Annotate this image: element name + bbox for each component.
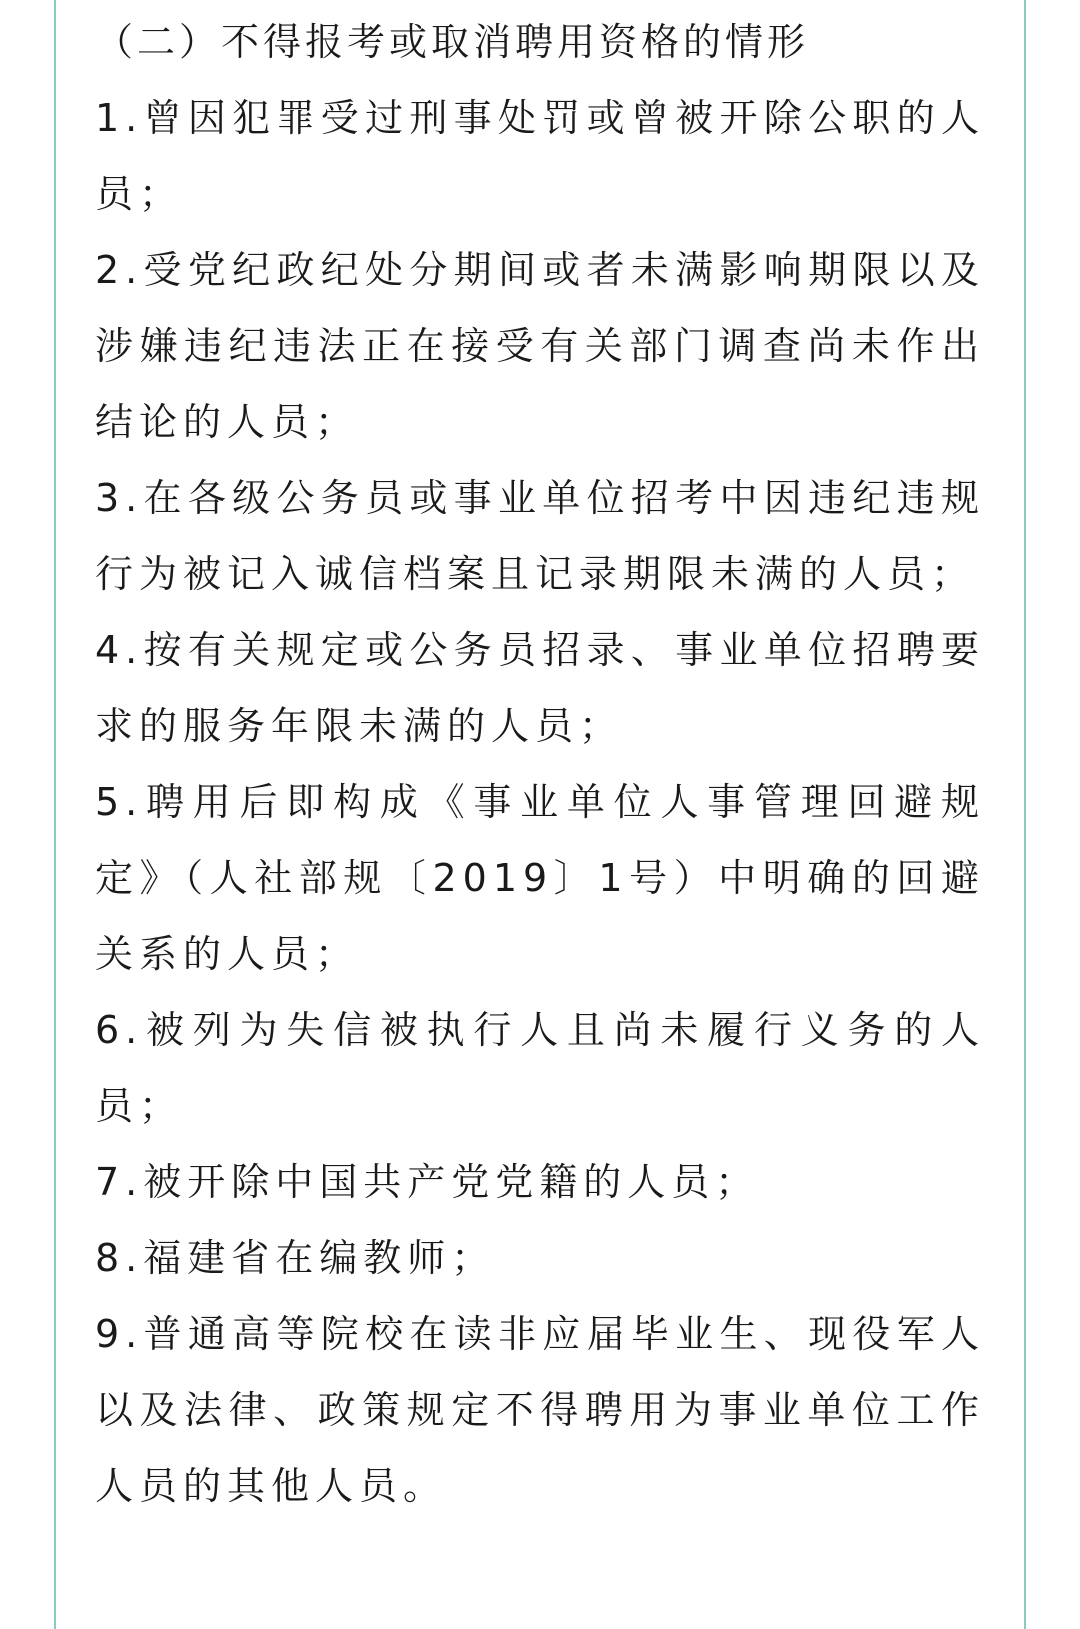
document-content: [95, 4, 985, 1524]
list-item-8: 8.福建省在编教师；: [95, 1236, 496, 1280]
list-item-6: 6.被列为失信被执行人且尚未履行义务的人员；: [95, 1008, 985, 1128]
list-item-3: 3.在各级公务员或事业单位招考中因违纪违规行为被记入诚信档案且记录期限未满的人员；: [95, 476, 985, 596]
right-border-line: [1024, 0, 1026, 1629]
left-border-line: [54, 0, 56, 1629]
list-item-7: 7.被开除中国共产党党籍的人员；: [95, 1160, 760, 1204]
list-item-4: 4.按有关规定或公务员招录、事业单位招聘要求的服务年限未满的人员；: [95, 628, 985, 748]
list-item-1: 1.曾因犯罪受过刑事处罚或曾被开除公职的人员；: [95, 96, 985, 216]
list-item-2: 2.受党纪政纪处分期间或者未满影响期限以及涉嫌违纪违法正在接受有关部门调查尚未作出结论的人员；: [95, 248, 985, 444]
list-item-9: 9.普通高等院校在读非应届毕业生、现役军人以及法律、政策规定不得聘用为事业单位工作人员的其他人员。: [95, 1312, 985, 1508]
section-heading: （二）不得报考或取消聘用资格的情形: [95, 20, 810, 64]
list-item-5: 5.聘用后即构成《事业单位人事管理回避规定》（人社部规〔2019〕1号）中明确的回避关系的人员；: [95, 780, 985, 976]
